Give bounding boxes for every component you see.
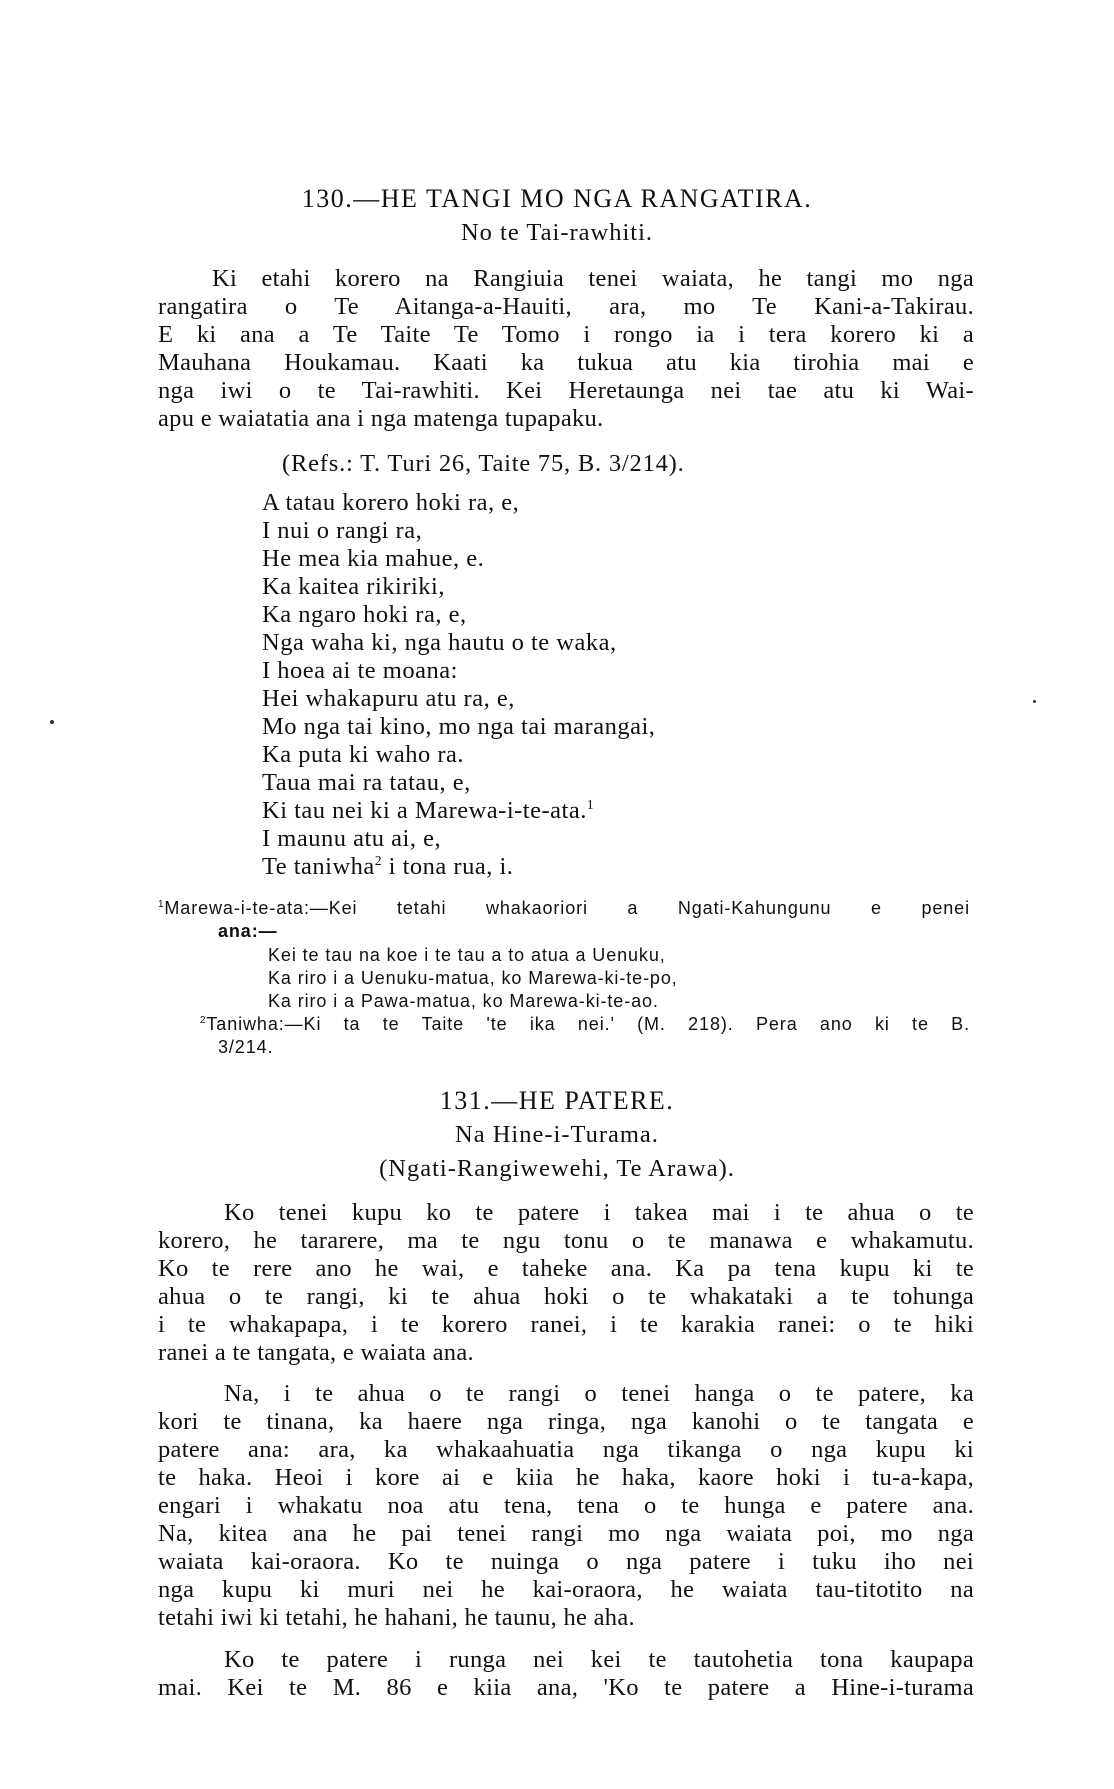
paragraph-line: waiata kai-oraora. Ko te nuinga o nga patere i tuku iho nei — [158, 1548, 974, 1575]
paragraph-line: i te whakapapa, i te korero ranei, i te karakia ranei: o te hiki — [158, 1311, 974, 1338]
footnote-1-quote-line: Ka riro i a Uenuku-matua, ko Marewa-ki-te-po, — [268, 968, 678, 988]
paragraph-line: tetahi iwi ki tetahi, he hahani, he taunu, he aha. — [158, 1604, 635, 1631]
section-130-subtitle: No te Tai-rawhiti. — [460, 219, 654, 246]
paragraph-line: te haka. Heoi i kore ai e kiia he haka, kaore hoki i tu-a-kapa, — [158, 1464, 974, 1491]
section-131-title: 131.—HE PATERE. — [439, 1086, 675, 1115]
paragraph-line: Ko te patere i runga nei kei te tautohetia tona kaupapa — [224, 1646, 974, 1673]
poem-line: Taua mai ra tatau, e, — [262, 769, 471, 796]
poem-line: Mo nga tai kino, mo nga tai marangai, — [262, 713, 656, 740]
poem-line-text: Ki tau nei ki a Marewa-i-te-ata. — [262, 797, 587, 824]
scan-speck — [1033, 700, 1036, 703]
poem-line-text: Te taniwha — [262, 853, 375, 880]
paragraph-line: Na, i te ahua o te rangi o tenei hanga o te patere, ka — [224, 1380, 974, 1407]
intro-line: nga iwi o te Tai-rawhiti. Kei Heretaunga nei tae atu ki Wai- — [158, 377, 974, 404]
poem-line-text: i tona rua, i. — [382, 853, 514, 880]
footnote-2-continuation: 3/214. — [218, 1037, 274, 1057]
paragraph-line: ahua o te rangi, ki te ahua hoki o te whakataki a te tohunga — [158, 1283, 974, 1310]
section-130-refs: (Refs.: T. Turi 26, Taite 75, B. 3/214). — [282, 450, 685, 477]
paragraph-line: mai. Kei te M. 86 e kiia ana, 'Ko te patere a Hine-i-turama — [158, 1674, 974, 1701]
paragraph-line: nga kupu ki muri nei he kai-oraora, he waiata tau-titotito na — [158, 1576, 974, 1603]
paragraph-line: Na, kitea ana he pai tenei rangi mo nga waiata poi, mo nga — [158, 1520, 974, 1547]
poem-line — [262, 797, 594, 825]
intro-line: E ki ana a Te Taite Te Tomo i rongo ia i tera korero ki a — [158, 321, 974, 348]
poem-line: I hoea ai te moana: — [262, 657, 458, 684]
poem-line — [262, 853, 513, 881]
poem-line: He mea kia mahue, e. — [262, 545, 485, 572]
footnote-2-text: Taniwha:—Ki ta te Taite 'te ika nei.' (M. 218). Pera ano ki te B. — [206, 1014, 970, 1034]
poem-line: Ka ngaro hoki ra, e, — [262, 601, 467, 628]
paragraph-line: patere ana: ara, ka whakaahuatia nga tikanga o nga kupu ki — [158, 1436, 974, 1463]
footnote-2-mark: 2 — [200, 1015, 207, 1026]
footnote-1-text: Marewa-i-te-ata:—Kei tetahi whakaoriori a Ngati-Kahungunu e penei — [164, 898, 970, 918]
intro-line: Mauhana Houkamau. Kaati ka tukua atu kia tirohia mai e — [158, 349, 974, 376]
poem-line: Hei whakapuru atu ra, e, — [262, 685, 515, 712]
footnote-1-quote-line: Ka riro i a Pawa-matua, ko Marewa-ki-te-ao. — [268, 991, 659, 1011]
paragraph-line: engari i whakatu noa atu tena, tena o te hunga e patere ana. — [158, 1492, 974, 1519]
poem-line: I maunu atu ai, e, — [262, 825, 442, 852]
poem-line: Nga waha ki, nga hautu o te waka, — [262, 629, 617, 656]
paragraph-line: Ko te rere ano he wai, e taheke ana. Ka pa tena kupu ki te — [158, 1255, 974, 1282]
footnote-1-line — [158, 898, 970, 919]
footnote-2-line — [200, 1014, 970, 1035]
footnote-1-quote-line: Kei te tau na koe i te tau a to atua a Uenuku, — [268, 945, 666, 965]
paragraph-line: ranei a te tangata, e waiata ana. — [158, 1339, 474, 1366]
poem-line: Ka puta ki waho ra. — [262, 741, 465, 768]
scan-speck — [50, 720, 54, 724]
footnote-1-mark: 1 — [158, 899, 165, 910]
footnote-1-continuation: ana:— — [218, 921, 278, 941]
footnote-ref-2: 2 — [374, 852, 383, 868]
footnote-ref-1: 1 — [586, 796, 595, 812]
paragraph-line: Ko tenei kupu ko te patere i takea mai i te ahua o te — [224, 1199, 974, 1226]
intro-line: Ki etahi korero na Rangiuia tenei waiata, he tangi mo nga — [212, 265, 974, 292]
section-130-title: 130.—HE TANGI MO NGA RANGATIRA. — [301, 184, 813, 213]
section-131-subtitle-2: (Ngati-Rangiwewehi, Te Arawa). — [379, 1155, 735, 1182]
intro-line: rangatira o Te Aitanga-a-Hauiti, ara, mo Te Kani-a-Takirau. — [158, 293, 974, 320]
intro-line: apu e waiatatia ana i nga matenga tupapaku. — [158, 405, 604, 432]
poem-line: I nui o rangi ra, — [262, 517, 423, 544]
paragraph-line: korero, he tararere, ma te ngu tonu o te manawa e whakamutu. — [158, 1227, 974, 1254]
section-131-subtitle: Na Hine-i-Turama. — [455, 1121, 659, 1148]
poem-line: Ka kaitea rikiriki, — [262, 573, 445, 600]
poem-line: A tatau korero hoki ra, e, — [262, 489, 520, 516]
paragraph-line: kori te tinana, ka haere nga ringa, nga kanohi o te tangata e — [158, 1408, 974, 1435]
